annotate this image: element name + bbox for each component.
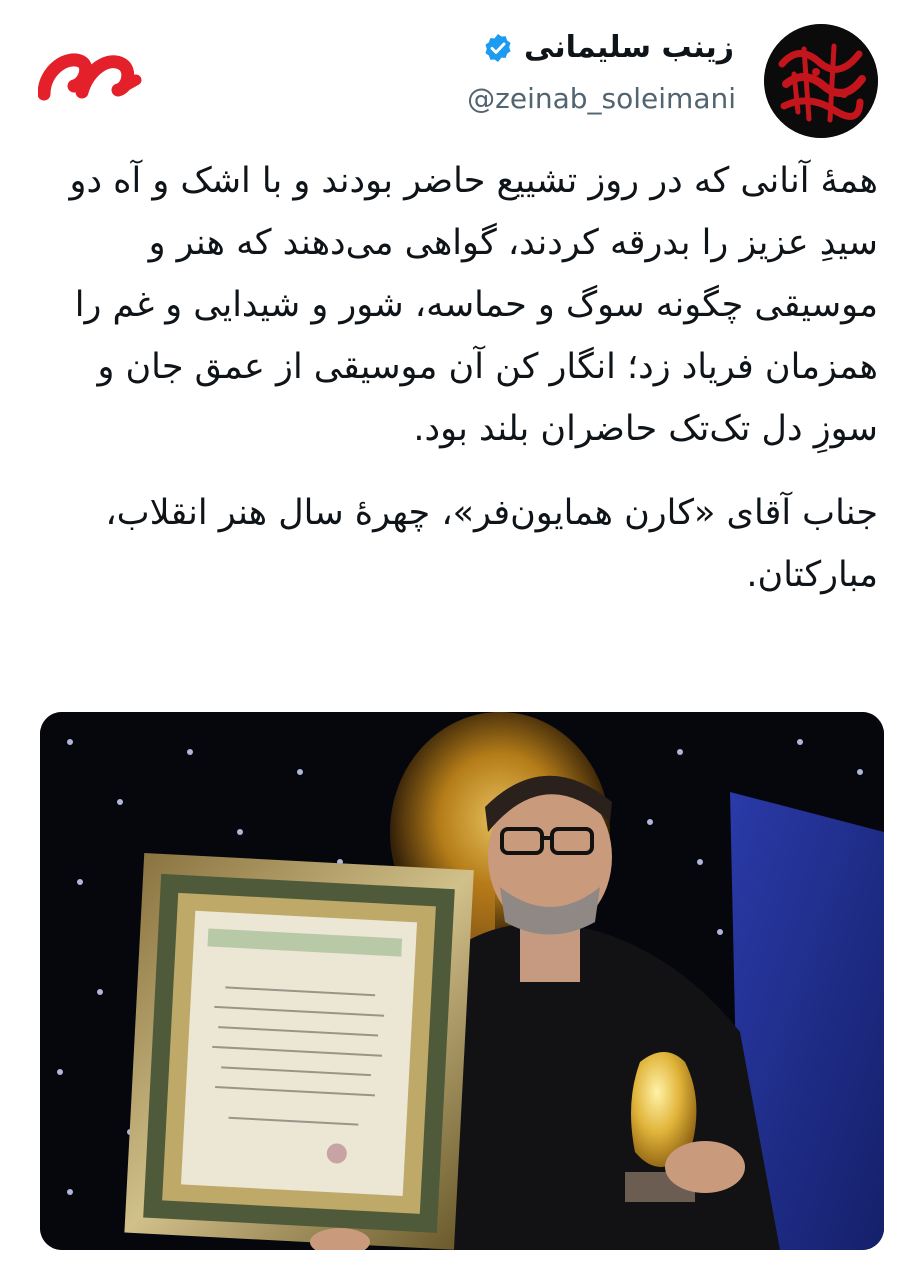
author-handle[interactable]: @zeinab_soleimani xyxy=(467,82,736,115)
author-display-name[interactable] xyxy=(482,30,734,65)
display-name-text: زینب سلیمانی xyxy=(524,30,734,65)
verified-badge-icon xyxy=(482,32,514,64)
mehr-news-logo-icon xyxy=(38,40,144,112)
tweet-paragraph-1: همهٔ آنانی که در روز تشییع حاضر بودند و با اشک و آه دو سیدِ عزیز را بدرقه کردند، گواهی می‌دهند که هنر و موسیقی چگونه سوگ و حماسه، شور و شیدایی و غم را همزمان فریاد زد؛ انگار کن آن موسیقی از عمق جان و سوزِ دل تک‌تک حاضران بلند بود. xyxy=(69,161,878,449)
tweet-paragraph-2: جناب آقای «کارن همایون‌فر»، چهرهٔ سال هنر انقلاب، مبارکتان. xyxy=(105,493,878,595)
calligraphy-avatar-icon xyxy=(764,24,878,138)
tweet-text xyxy=(40,150,878,606)
tweet-media-photo[interactable] xyxy=(40,712,884,1250)
tweet-header xyxy=(0,0,924,150)
award-ceremony-photo-icon xyxy=(40,712,884,1250)
author-avatar[interactable] xyxy=(764,24,878,138)
